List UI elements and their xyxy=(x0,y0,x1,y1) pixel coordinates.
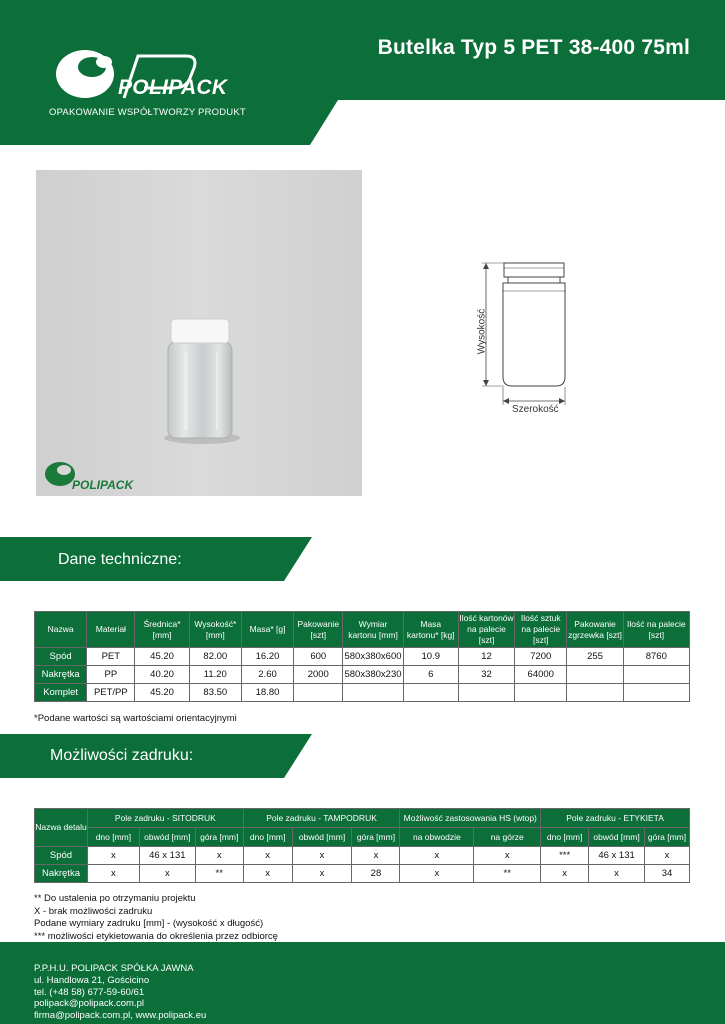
print-subheader: góra [mm] xyxy=(352,828,400,847)
print-note: Podane wymiary zadruku [mm] - (wysokość x długość) xyxy=(34,918,264,929)
height-label: Wysokość xyxy=(476,308,488,355)
table-cell: 46 x 131 xyxy=(589,847,645,865)
table-cell: x xyxy=(292,865,352,883)
print-table-group-row xyxy=(35,809,690,828)
footer-web-link[interactable]: firma@polipack.com.pl, www.polipack.eu xyxy=(34,1010,207,1022)
table-cell: 10.9 xyxy=(403,648,458,666)
print-subheader: góra [mm] xyxy=(645,828,690,847)
print-group-header: Możliwość zastosowania HS (wtop) xyxy=(400,809,541,828)
table-cell xyxy=(294,684,343,702)
table-cell: *** xyxy=(541,847,589,865)
logo-tagline: OPAKOWANIE WSPÓŁTWORZY PRODUKT xyxy=(49,107,246,118)
print-group-header: Pole zadruku - TAMPODRUK xyxy=(243,809,400,828)
table-cell: x xyxy=(195,847,243,865)
print-subheader: góra [mm] xyxy=(195,828,243,847)
table-row xyxy=(35,666,690,684)
print-subheader: dno [mm] xyxy=(541,828,589,847)
table-cell: ** xyxy=(195,865,243,883)
table-cell: 82.00 xyxy=(189,648,241,666)
logo-wordmark: POLIPACK xyxy=(118,76,228,99)
footer-email-link[interactable]: polipack@polipack.com.pl xyxy=(34,998,144,1010)
print-subheader: obwód [mm] xyxy=(139,828,195,847)
tech-header-cell: Wymiar kartonu [mm] xyxy=(343,612,403,648)
table-cell: 34 xyxy=(645,865,690,883)
tech-header-cell: Ilość kartonów na palecie [szt] xyxy=(458,612,514,648)
table-cell: x xyxy=(352,847,400,865)
table-cell: x xyxy=(243,865,292,883)
table-cell: x xyxy=(400,847,474,865)
table-cell: 45.20 xyxy=(135,648,189,666)
section-title-tech: Dane techniczne: xyxy=(58,551,182,568)
page-title: Butelka Typ 5 PET 38-400 75ml xyxy=(377,36,690,59)
table-cell: x xyxy=(87,847,139,865)
table-cell xyxy=(515,684,567,702)
polipack-logo-icon xyxy=(52,40,122,104)
tech-table-header-row xyxy=(35,612,690,648)
table-row xyxy=(35,847,690,865)
table-cell: 18.80 xyxy=(241,684,293,702)
table-cell: x xyxy=(541,865,589,883)
table-cell: 28 xyxy=(352,865,400,883)
table-cell: 46 x 131 xyxy=(139,847,195,865)
print-subheader: obwód [mm] xyxy=(589,828,645,847)
table-row xyxy=(35,648,690,666)
section-title-print: Możliwości zadruku: xyxy=(50,747,194,764)
row-name: Spód xyxy=(35,847,88,865)
row-name: Nakrętka xyxy=(35,865,88,883)
table-cell: 8760 xyxy=(623,648,689,666)
footer-phone: tel. (+48 58) 677-59-60/61 xyxy=(34,986,145,998)
tech-header-cell: Materiał xyxy=(87,612,135,648)
tech-header-cell: Ilość na palecie [szt] xyxy=(623,612,689,648)
table-cell xyxy=(403,684,458,702)
print-table-subheader-row xyxy=(35,828,690,847)
table-cell xyxy=(567,666,623,684)
print-note: X - brak możliwości zadruku xyxy=(34,905,153,917)
print-group-header: Pole zadruku - ETYKIETA xyxy=(541,809,690,828)
table-cell: 83.50 xyxy=(189,684,241,702)
table-row xyxy=(35,865,690,883)
print-note: *** możliwości etykietowania do określenia przez odbiorcę xyxy=(34,930,278,942)
table-cell: 45.20 xyxy=(135,684,189,702)
row-name: Komplet xyxy=(35,684,87,702)
table-cell xyxy=(623,684,689,702)
product-photo xyxy=(36,170,362,496)
print-subheader: na górze xyxy=(474,828,541,847)
tech-header-cell: Wysokość* [mm] xyxy=(189,612,241,648)
table-cell: 7200 xyxy=(515,648,567,666)
table-cell: 580x380x600 xyxy=(343,648,403,666)
print-table xyxy=(34,808,690,883)
table-cell: x xyxy=(243,847,292,865)
table-cell xyxy=(623,666,689,684)
table-cell: x xyxy=(589,865,645,883)
table-cell: 64000 xyxy=(515,666,567,684)
table-cell: x xyxy=(645,847,690,865)
print-note: ** Do ustalenia po otrzymaniu projektu xyxy=(34,893,196,904)
table-cell: 6 xyxy=(403,666,458,684)
print-notes xyxy=(34,893,278,943)
print-subheader: obwód [mm] xyxy=(292,828,352,847)
table-cell xyxy=(343,684,403,702)
print-subheader: na obwodzie xyxy=(400,828,474,847)
table-cell: 16.20 xyxy=(241,648,293,666)
table-cell: 40.20 xyxy=(135,666,189,684)
tech-header-cell: Średnica* [mm] xyxy=(135,612,189,648)
tech-note: *Podane wartości są wartościami orientacyjnymi xyxy=(34,713,237,724)
table-cell: ** xyxy=(474,865,541,883)
print-group-header: Pole zadruku - SITODRUK xyxy=(87,809,243,828)
tech-table xyxy=(34,611,690,702)
table-cell: x xyxy=(139,865,195,883)
photo-logo-wordmark: POLIPACK xyxy=(72,478,134,492)
table-cell: 600 xyxy=(294,648,343,666)
table-cell: 12 xyxy=(458,648,514,666)
tech-header-cell: Pakowanie [szt] xyxy=(294,612,343,648)
row-name: Spód xyxy=(35,648,87,666)
print-subheader: dno [mm] xyxy=(87,828,139,847)
table-cell: x xyxy=(474,847,541,865)
table-cell: 255 xyxy=(567,648,623,666)
tech-header-cell: Masa kartonu* [kg] xyxy=(403,612,458,648)
table-cell: x xyxy=(292,847,352,865)
footer-company: P.P.H.U. POLIPACK SPÓŁKA JAWNA xyxy=(34,963,194,974)
table-cell: x xyxy=(400,865,474,883)
tech-header-cell: Masa* [g] xyxy=(241,612,293,648)
row-name: Nakrętka xyxy=(35,666,87,684)
bottle-photo-image xyxy=(36,170,362,496)
table-cell: PET xyxy=(87,648,135,666)
table-cell: PP xyxy=(87,666,135,684)
width-label: Szerokość xyxy=(512,404,559,415)
footer-contact xyxy=(34,963,206,1022)
table-cell xyxy=(458,684,514,702)
table-cell: PET/PP xyxy=(87,684,135,702)
table-cell: 2.60 xyxy=(241,666,293,684)
tech-header-cell: Ilość sztuk na palecie [szt] xyxy=(515,612,567,648)
print-subheader: dno [mm] xyxy=(243,828,292,847)
table-cell: 580x380x230 xyxy=(343,666,403,684)
print-corner-cell: Nazwa detalu xyxy=(35,809,88,847)
table-row xyxy=(35,684,690,702)
table-cell xyxy=(567,684,623,702)
tech-header-cell: Nazwa xyxy=(35,612,87,648)
table-cell: 2000 xyxy=(294,666,343,684)
footer-address: ul. Handlowa 21, Gościcino xyxy=(34,974,150,986)
table-cell: 32 xyxy=(458,666,514,684)
tech-header-cell: Pakowanie zgrzewka [szt] xyxy=(567,612,623,648)
table-cell: x xyxy=(87,865,139,883)
table-cell: 11.20 xyxy=(189,666,241,684)
